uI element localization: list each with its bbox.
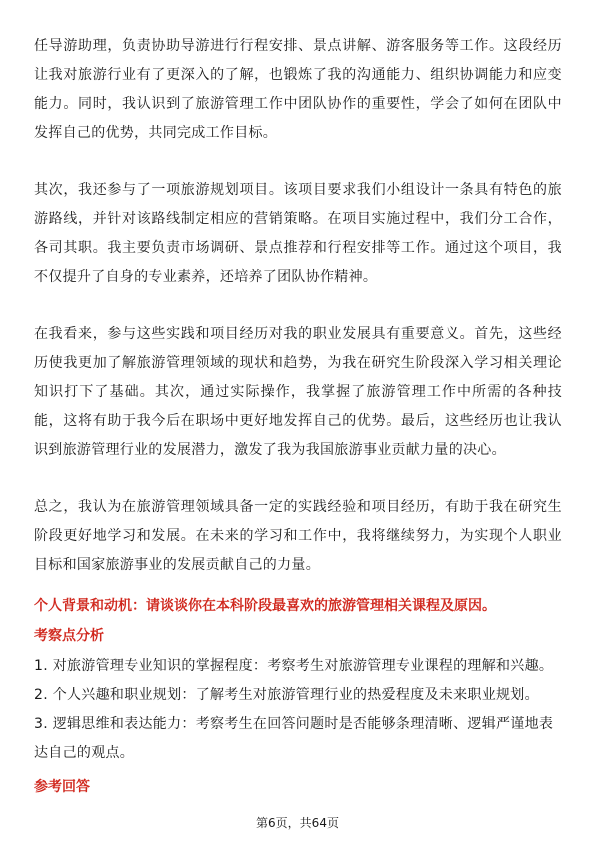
body-paragraph: 总之，我认为在旅游管理领域具备一定的实践经验和项目经历，有助于我在研究生阶段更好地学习和发展。在未来的学习和工作中，我将继续努力，为实现个人职业目标和国家旅游事业的发展贡献自己的力量。: [34, 499, 562, 573]
analysis-item: 3. 逻辑思维和表达能力：考察考生在回答问题时是否能够条理清晰、逻辑严谨地表达自己的观点。: [34, 716, 554, 761]
analysis-list: [34, 652, 562, 768]
analysis-heading: 考察点分析: [34, 628, 104, 644]
analysis-item: 1. 对旅游管理专业知识的掌握程度：考察考生对旅游管理专业课程的理解和兴趣。: [34, 658, 554, 674]
body-paragraph: 任导游助理，负责协助导游进行行程安排、景点讲解、游客服务等工作。这段经历让我对旅游行业有了更深入的了解，也锻炼了我的沟通能力、组织协调能力和应变能力。同时，我认识到了旅游管理工作中团队协作的重要性，学会了如何在团队中发挥自己的优势，共同完成工作目标。: [34, 38, 562, 141]
interview-question: 个人背景和动机：请谈谈你在本科阶段最喜欢的旅游管理相关课程及原因。: [34, 598, 496, 614]
page-number: 第6页，共64页: [256, 816, 339, 830]
body-paragraph: 在我看来，参与这些实践和项目经历对我的职业发展具有重要意义。首先，这些经历使我更加了解旅游管理领域的现状和趋势，为我在研究生阶段深入学习相关理论知识打下了基础。其次，通过实际操作，我掌握了旅游管理工作中所需的各种技能，这将有助于我今后在职场中更好地发挥自己的优势。最后，这些经历也让我认识到旅游管理行业的发展潜力，激发了我为我国旅游事业贡献力量的决心。: [34, 326, 562, 458]
analysis-item: 2. 个人兴趣和职业规划：了解考生对旅游管理行业的热爱程度及未来职业规划。: [34, 687, 539, 703]
body-paragraph: 其次，我还参与了一项旅游规划项目。该项目要求我们小组设计一条具有特色的旅游路线，并针对该路线制定相应的营销策略。在项目实施过程中，我们分工合作，各司其职。我主要负责市场调研、景点推荐和行程安排等工作。通过这个项目，我不仅提升了自身的专业素养，还培养了团队协作精神。: [34, 182, 562, 285]
reference-answer-heading: 参考回答: [34, 779, 90, 795]
